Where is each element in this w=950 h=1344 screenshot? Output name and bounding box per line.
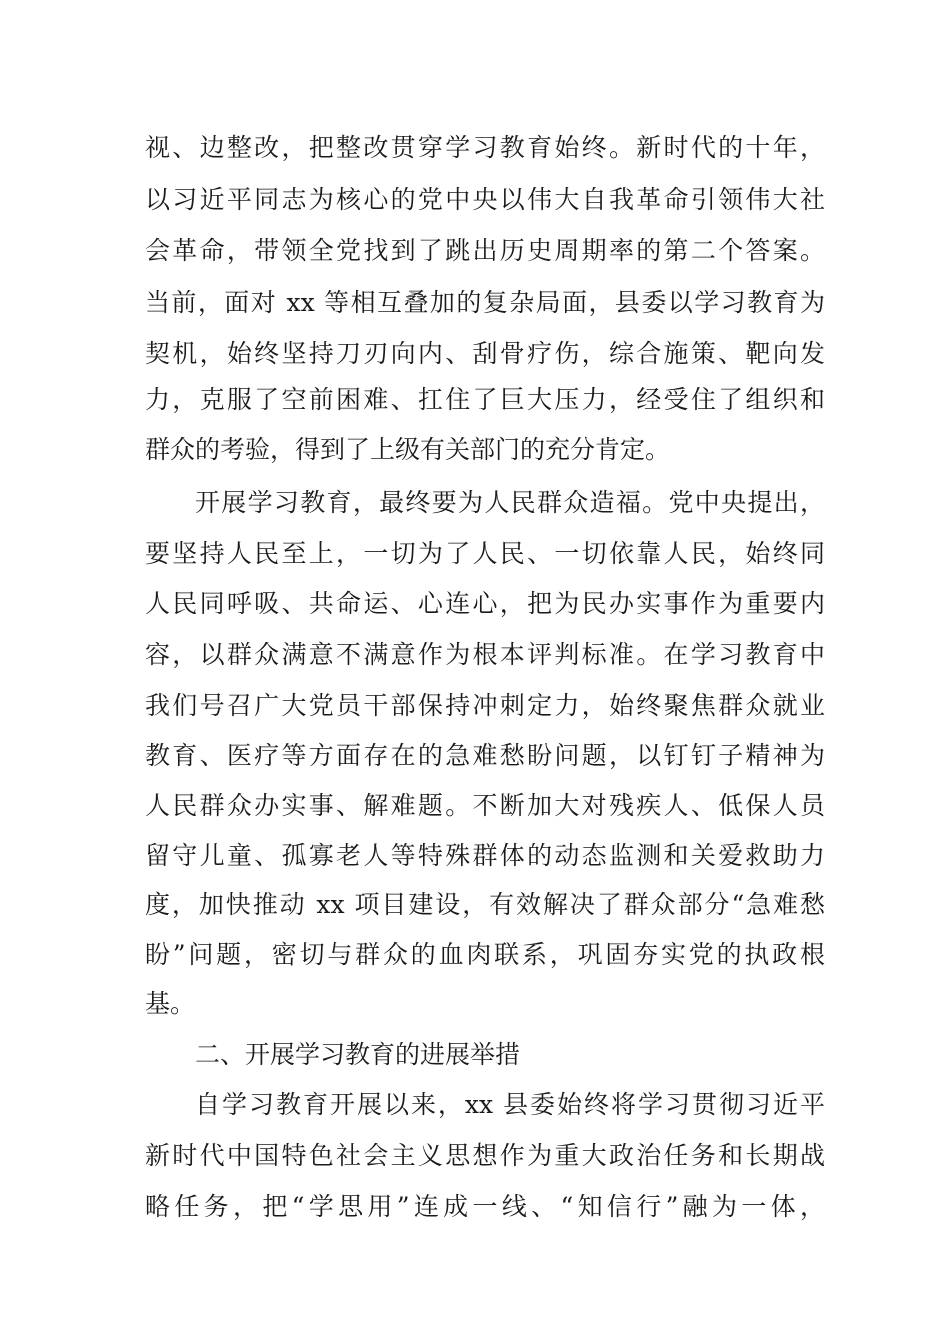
text-line: 盼”问题，密切与群众的血肉联系，巩固夯实党的执政根	[145, 940, 825, 969]
text-line: 度，加快推动 xx 项目建设，有效解决了群众部分“急难愁	[145, 890, 825, 919]
text-line: 基。	[145, 989, 196, 1018]
text-line: 要坚持人民至上，一切为了人民、一切依靠人民，始终同	[145, 539, 825, 568]
section-heading: 二、开展学习教育的进展举措	[195, 1040, 521, 1069]
text-line: 留守儿童、孤寡老人等特殊群体的动态监测和关爱救助力	[145, 841, 825, 870]
text-line: 略任务，把“学思用”连成一线、“知信行”融为一体，	[145, 1192, 825, 1221]
text-line: 人民同呼吸、共命运、心连心，把为民办实事作为重要内	[145, 589, 825, 618]
text-line: 视、边整改，把整改贯穿学习教育始终。新时代的十年，	[145, 133, 825, 162]
text-line: 群众的考验，得到了上级有关部门的充分肯定。	[145, 435, 671, 464]
text-line: 力，克服了空前困难、扛住了巨大压力，经受住了组织和	[145, 385, 825, 414]
text-line: 新时代中国特色社会主义思想作为重大政治任务和长期战	[145, 1141, 825, 1170]
text-line: 容，以群众满意不满意作为根本评判标准。在学习教育中	[145, 640, 825, 669]
text-line: 人民群众办实事、解难题。不断加大对残疾人、低保人员	[145, 791, 825, 820]
paragraph-first-line: 自学习教育开展以来，xx 县委始终将学习贯彻习近平	[195, 1090, 825, 1119]
text-line: 契机，始终坚持刀刃向内、刮骨疗伤，综合施策、靶向发	[145, 339, 825, 368]
text-line: 教育、医疗等方面存在的急难愁盼问题，以钉钉子精神为	[145, 741, 825, 770]
text-line: 以习近平同志为核心的党中央以伟大自我革命引领伟大社	[145, 185, 825, 214]
paragraph-first-line: 开展学习教育，最终要为人民群众造福。党中央提出，	[195, 488, 825, 517]
text-line: 我们号召广大党员干部保持冲刺定力，始终聚焦群众就业	[145, 691, 825, 720]
text-line: 会革命，带领全党找到了跳出历史周期率的第二个答案。	[145, 236, 825, 265]
text-line: 当前，面对 xx 等相互叠加的复杂局面，县委以学习教育为	[145, 288, 825, 317]
